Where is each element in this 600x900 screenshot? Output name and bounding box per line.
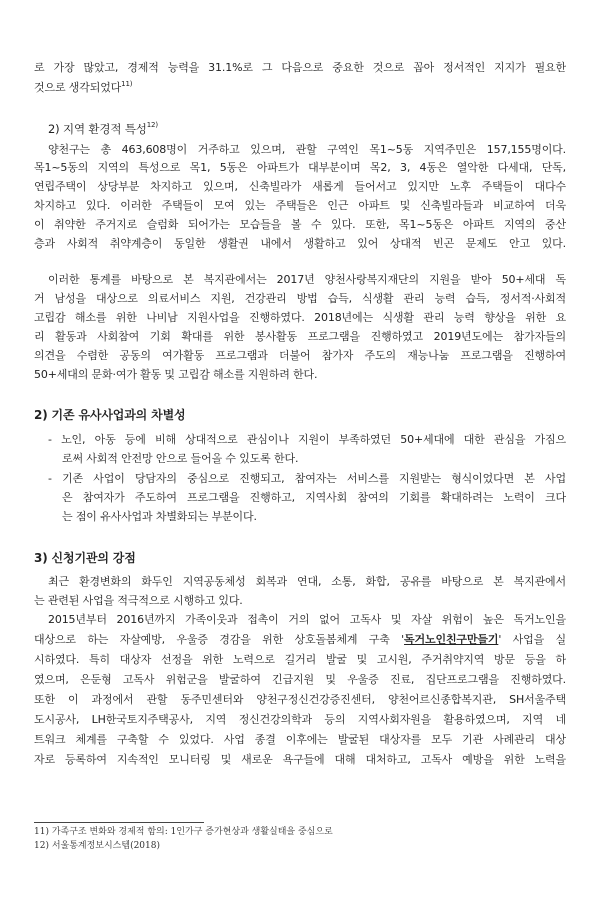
intro-line-2-text: 것으로 생각되었다 xyxy=(34,81,122,94)
diff-bullet2-line-2: 은 참여자가 주도하여 프로그램을 진행하고, 지역사회 참여의 기회를 확대하려는 노력이 크다 xyxy=(62,491,566,504)
program-line-4: 리 활동과 사회참여 기회 확대를 위한 봉사활동 프로그램을 진행하였고 2019년도에는 참가자들의 xyxy=(34,330,566,343)
program-line-6: 50+세대의 문화·여가 활동 및 고립감 해소를 지원하려 한다. xyxy=(34,368,318,381)
diff-bullet1-line-2: 로써 사회적 안전망 안으로 들어올 수 있도록 한다. xyxy=(62,452,299,465)
strengths-p2-line-2-pre: 대상으로 하는 자살예방, 우울증 경감을 위한 상호돌봄체계 구축 ' xyxy=(34,633,405,646)
program-line-3: 고립감 해소를 위한 나비남 지원사업을 진행하였다. 2018년에는 식생활 관리 능력 향상을 위한 요 xyxy=(34,311,566,324)
strengths-p1-line-1: 최근 환경변화의 화두인 지역공동체성 회복과 연대, 소통, 화합, 공유를 바탕으로 본 복지관에서 xyxy=(48,575,566,588)
strengths-p2-line-5: 또한 이 과정에서 관할 동주민센터와 양천구정신건강증진센터, 양천어르신종합복지관, SH서울주택 xyxy=(34,693,566,706)
footnote-divider xyxy=(34,822,204,823)
strengths-p2-line-7: 트워크 체계를 구축할 수 있었다. 사업 종결 이후에는 발굴된 대상자를 모두 기관 사례관리 대상 xyxy=(34,733,566,746)
strengths-p2-line-1: 2015년부터 2016년까지 가족이웃과 접촉이 거의 없어 고독사 및 자살 위험이 높은 독거노인을 xyxy=(48,613,566,626)
footnote-ref-11: 11) xyxy=(121,80,133,88)
diff-bullet1-line-1: - 노인, 아동 등에 비해 상대적으로 관심이나 지원이 부족하였던 50+세대에 대한 관심을 가짐으 xyxy=(48,433,566,446)
section-strengths-heading: 3) 신청기관의 강점 xyxy=(34,551,136,565)
strengths-p2-line-4: 였으며, 은둔형 고독사 위험군을 발굴하여 긴급지원 및 우울증 진료, 집단프로그램을 진행하였다. xyxy=(34,673,566,686)
intro-line-2 xyxy=(34,80,566,96)
diff-bullet2-line-3: 는 점이 유사사업과 차별화되는 부분이다. xyxy=(62,510,257,523)
program-line-1: 이러한 통계를 바탕으로 본 복지관에서는 2017년 양천사랑복지재단의 지원을 받아 50+세대 독 xyxy=(48,273,566,286)
strengths-p2-line-6: 도시공사, LH한국토지주택공사, 지역 정신건강의학과 등의 지역사회자원을 활용하였으며, 지역 네 xyxy=(34,713,566,726)
program-line-5: 의견을 수렴한 공동의 여가활동 프로그램과 더불어 참가자 주도의 재능나눔 프로그램을 진행하여 xyxy=(34,349,566,362)
section-differentiation-heading: 2) 기존 유사사업과의 차별성 xyxy=(34,408,186,422)
intro-line-1: 로 가장 많았고, 경제적 능력을 31.1%로 그 다음으로 중요한 것으로 꼽아 정서적인 지지가 필요한 xyxy=(34,61,566,74)
strengths-p2-line-3: 시하였다. 특히 대상자 선정을 위한 노력으로 길거리 발굴 및 고시원, 주거취약지역 방문 등을 하 xyxy=(34,653,566,666)
footnote-12: 12) 서울통계정보시스템(2018) xyxy=(34,841,160,851)
strengths-p2-line-2-post: ' 사업을 실 xyxy=(498,633,566,646)
regional-line-6: 층과 사회적 취약계층이 동일한 생활권 내에서 생활하고 있어 상대적 빈곤 문제도 안고 있다. xyxy=(34,237,566,250)
diff-bullet2-line-1: - 기존 사업이 당담자의 중심으로 진행되고, 참여자는 서비스를 지원받는 형식이었다면 본 사업 xyxy=(48,472,566,485)
regional-line-5: 이 취약한 주거지로 슬럼화 되어가는 모습들을 볼 수 있다. 또한, 목1~5동은 아파트 지역의 중산 xyxy=(34,218,566,231)
program-line-2: 거 남성을 대상으로 의료서비스 지원, 건강관리 방법 습득, 식생활 관리 능력 습득, 정서적·사회적 xyxy=(34,292,566,305)
program-name-highlight: 독거노인친구만들기 xyxy=(404,633,499,646)
regional-line-4: 차지하고 있다. 이러한 주택들이 모여 있는 주택들은 인근 아파트 및 신축빌라들과 비교하여 더욱 xyxy=(34,199,566,212)
regional-line-1: 양천구는 총 463,608명이 거주하고 있으며, 관할 구역인 목1~5동 지역주민은 157,155명이다. xyxy=(48,143,566,156)
regional-line-2: 목1~5동의 지역의 특성으로 목1, 5동은 아파트가 대부분이며 목2, 3, 4동은 열악한 다세대, 단독, xyxy=(34,161,566,174)
strengths-p1-line-2: 는 관련된 사업을 적극적으로 시행하고 있다. xyxy=(34,594,243,607)
footnote-11: 11) 가족구조 변화와 경제적 함의: 1인가구 증가현상과 생활실태을 중심으로 xyxy=(34,827,333,837)
strengths-p2-line-8: 자로 등록하여 지속적인 모니터링 및 새로운 욕구들에 대해 대처하고, 고독사 예방을 위한 노력을 xyxy=(34,753,566,766)
strengths-p2-line-2 xyxy=(34,632,566,648)
regional-line-3: 연립주택이 상당부분 차지하고 있으며, 신축빌라가 새롭게 들어서고 있지만 노후 주택들이 대다수 xyxy=(34,180,566,193)
section-regional-heading-text: 2) 지역 환경적 특성 xyxy=(48,122,147,136)
section-regional-heading xyxy=(48,121,580,137)
footnote-ref-12: 12) xyxy=(146,121,158,129)
